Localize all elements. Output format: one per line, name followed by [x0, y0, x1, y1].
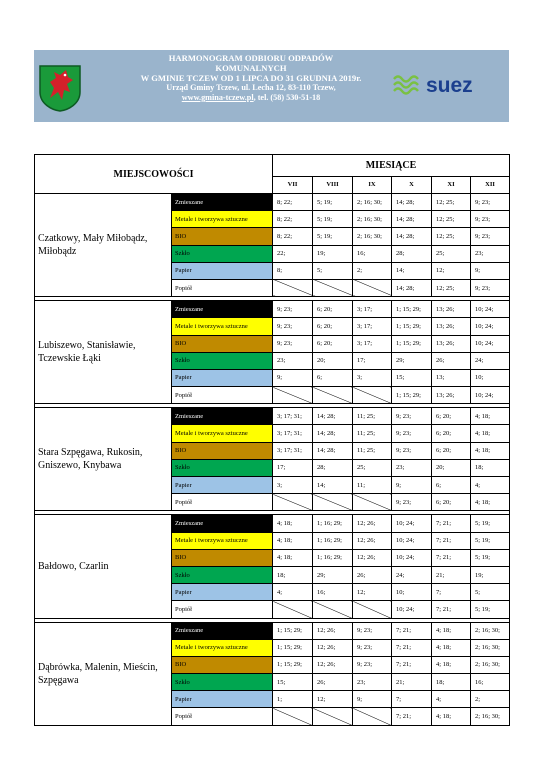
website-link[interactable]: www.gmina-tczew.pl [181, 93, 254, 102]
pickup-days-cell: 1; 15; 29; [273, 639, 313, 656]
pickup-days-cell: 1; 15; 29; [392, 301, 432, 318]
pickup-days-cell: 1; 15; 29; [392, 318, 432, 335]
pickup-days-cell: 4; [273, 584, 313, 601]
pickup-days-cell: 7; 21; [392, 708, 432, 725]
pickup-days-cell: 7; 21; [392, 656, 432, 673]
pickup-days-cell: 4; [471, 477, 510, 494]
pickup-days-cell: 14; 28; [392, 211, 432, 228]
pickup-days-cell: 10; 24; [392, 515, 432, 532]
pickup-days-cell: 11; 25; [353, 408, 392, 425]
suez-logo-text: suez [426, 74, 473, 97]
no-collection-cell [273, 494, 313, 511]
pickup-days-cell: 13; 26; [432, 335, 471, 352]
pickup-days-cell: 7; 21; [392, 639, 432, 656]
header-contact [86, 93, 416, 103]
pickup-days-cell: 16; [313, 584, 353, 601]
waste-type-label: Szkło [172, 352, 273, 369]
pickup-days-cell: 10; 24; [471, 301, 510, 318]
table-row [35, 301, 510, 318]
pickup-days-cell: 12; 26; [353, 515, 392, 532]
waste-type-label: Zmieszane [172, 622, 273, 639]
pickup-days-cell: 13; 26; [432, 318, 471, 335]
waste-type-label: Papier [172, 477, 273, 494]
pickup-days-cell: 12; [432, 262, 471, 279]
town-names: Stara Szpęgawa, Rukosin, Gniszewo, Knybawa [35, 408, 172, 511]
pickup-days-cell: 14; 28; [392, 228, 432, 245]
pickup-days-cell: 10; 24; [392, 549, 432, 566]
no-collection-cell [353, 601, 392, 618]
pickup-days-cell: 5; 19; [471, 601, 510, 618]
pickup-days-cell: 12; 26; [313, 656, 353, 673]
waste-type-label: Papier [172, 262, 273, 279]
no-collection-cell [313, 494, 353, 511]
pickup-days-cell: 10; 24; [471, 318, 510, 335]
pickup-days-cell: 6; 20; [313, 301, 353, 318]
waste-type-label: BIO [172, 656, 273, 673]
pickup-days-cell: 6; 20; [432, 442, 471, 459]
pickup-days-cell: 18; [432, 674, 471, 691]
months-header: MIESIĄCE [273, 155, 510, 177]
pickup-days-cell: 8; 22; [273, 194, 313, 211]
pickup-days-cell: 5; [313, 262, 353, 279]
pickup-days-cell: 1; 15; 29; [273, 622, 313, 639]
pickup-days-cell: 3; 17; [353, 335, 392, 352]
pickup-days-cell: 4; 18; [432, 622, 471, 639]
pickup-days-cell: 14; 28; [392, 279, 432, 296]
pickup-days-cell: 6; [313, 369, 353, 386]
waste-type-label: Metale i tworzywa sztuczne [172, 639, 273, 656]
pickup-days-cell: 9; [392, 477, 432, 494]
pickup-days-cell: 12; [353, 584, 392, 601]
pickup-days-cell: 10; 24; [392, 532, 432, 549]
table-row [35, 622, 510, 639]
pickup-days-cell: 15; [273, 674, 313, 691]
pickup-days-cell: 13; 26; [432, 387, 471, 404]
pickup-days-cell: 16; [471, 674, 510, 691]
suez-logo [392, 70, 502, 98]
pickup-days-cell: 3; 17; 31; [273, 408, 313, 425]
month-header: VIII [313, 176, 353, 193]
pickup-days-cell: 10; [471, 369, 510, 386]
waste-type-label: BIO [172, 442, 273, 459]
pickup-days-cell: 1; [273, 691, 313, 708]
pickup-days-cell: 2; 16; 30; [471, 639, 510, 656]
waste-type-label: Papier [172, 691, 273, 708]
waste-type-label: Szkło [172, 245, 273, 262]
pickup-days-cell: 19; [313, 245, 353, 262]
pickup-days-cell: 28; [392, 245, 432, 262]
pickup-days-cell: 5; 19; [313, 211, 353, 228]
header-phone: , tel. (58) 530-51-18 [253, 93, 321, 102]
waste-type-label: Popiół [172, 601, 273, 618]
pickup-days-cell: 7; [432, 584, 471, 601]
pickup-days-cell: 22; [273, 245, 313, 262]
no-collection-cell [273, 387, 313, 404]
pickup-days-cell: 9; 23; [353, 622, 392, 639]
pickup-days-cell: 2; 16; 30; [471, 622, 510, 639]
pickup-days-cell: 4; 18; [471, 494, 510, 511]
pickup-days-cell: 6; 20; [313, 335, 353, 352]
pickup-days-cell: 2; 16; 30; [353, 194, 392, 211]
pickup-days-cell: 4; 18; [273, 515, 313, 532]
header-title-line3: W GMINIE TCZEW OD 1 LIPCA DO 31 GRUDNIA 2019r. [140, 73, 362, 83]
pickup-days-cell: 1; 16; 29; [313, 532, 353, 549]
pickup-days-cell: 7; 21; [432, 549, 471, 566]
month-header: VII [273, 176, 313, 193]
no-collection-cell [273, 601, 313, 618]
pickup-days-cell: 5; 19; [313, 194, 353, 211]
pickup-days-cell: 3; 17; [353, 318, 392, 335]
pickup-days-cell: 7; 21; [432, 601, 471, 618]
pickup-days-cell: 17; [273, 459, 313, 476]
pickup-days-cell: 14; [313, 477, 353, 494]
schedule-table [34, 154, 510, 726]
waste-type-label: BIO [172, 228, 273, 245]
header-text [86, 53, 416, 103]
pickup-days-cell: 14; 28; [313, 425, 353, 442]
pickup-days-cell: 8; 22; [273, 228, 313, 245]
pickup-days-cell: 21; [392, 674, 432, 691]
pickup-days-cell: 13; [432, 369, 471, 386]
pickup-days-cell: 25; [432, 245, 471, 262]
pickup-days-cell: 6; 20; [432, 494, 471, 511]
pickup-days-cell: 11; 25; [353, 442, 392, 459]
header-banner [34, 50, 509, 122]
pickup-days-cell: 14; 28; [313, 442, 353, 459]
pickup-days-cell: 7; 21; [432, 532, 471, 549]
pickup-days-cell: 15; [392, 369, 432, 386]
pickup-days-cell: 1; 16; 29; [313, 515, 353, 532]
waste-type-label: Metale i tworzywa sztuczne [172, 425, 273, 442]
pickup-days-cell: 14; 28; [392, 194, 432, 211]
pickup-days-cell: 12; 25; [432, 194, 471, 211]
waste-type-label: Zmieszane [172, 408, 273, 425]
pickup-days-cell: 12; 26; [313, 639, 353, 656]
pickup-days-cell: 4; 18; [273, 532, 313, 549]
pickup-days-cell: 9; [353, 691, 392, 708]
pickup-days-cell: 7; 21; [432, 515, 471, 532]
town-names: Lubiszewo, Stanisławie, Tczewskie Łąki [35, 301, 172, 404]
pickup-days-cell: 3; [353, 369, 392, 386]
pickup-days-cell: 8; 22; [273, 211, 313, 228]
pickup-days-cell: 9; 23; [392, 425, 432, 442]
pickup-days-cell: 2; [353, 262, 392, 279]
pickup-days-cell: 28; [313, 459, 353, 476]
pickup-days-cell: 1; 16; 29; [313, 549, 353, 566]
pickup-days-cell: 2; 16; 30; [353, 228, 392, 245]
header-title-line2: KOMUNALNYCH [215, 63, 287, 73]
no-collection-cell [353, 279, 392, 296]
pickup-days-cell: 12; 25; [432, 279, 471, 296]
pickup-days-cell: 25; [353, 459, 392, 476]
pickup-days-cell: 24; [471, 352, 510, 369]
pickup-days-cell: 6; [432, 477, 471, 494]
waste-type-label: Zmieszane [172, 194, 273, 211]
waste-type-label: Szkło [172, 566, 273, 583]
waste-type-label: Popiół [172, 279, 273, 296]
pickup-days-cell: 3; 17; 31; [273, 442, 313, 459]
pickup-days-cell: 4; 18; [471, 442, 510, 459]
month-header: XII [471, 176, 510, 193]
table-row [35, 515, 510, 532]
pickup-days-cell: 3; 17; 31; [273, 425, 313, 442]
pickup-days-cell: 9; 23; [471, 279, 510, 296]
month-header: IX [353, 176, 392, 193]
no-collection-cell [353, 494, 392, 511]
pickup-days-cell: 4; 18; [432, 656, 471, 673]
pickup-days-cell: 9; 23; [471, 228, 510, 245]
waste-type-label: BIO [172, 549, 273, 566]
no-collection-cell [273, 708, 313, 725]
towns-header: MIEJSCOWOŚCI [35, 155, 273, 194]
pickup-days-cell: 12; 25; [432, 211, 471, 228]
pickup-days-cell: 6; 20; [313, 318, 353, 335]
pickup-days-cell: 6; 20; [432, 408, 471, 425]
pickup-days-cell: 4; 18; [432, 639, 471, 656]
waste-type-label: Zmieszane [172, 301, 273, 318]
no-collection-cell [313, 279, 353, 296]
waste-type-label: Popiół [172, 494, 273, 511]
table-row [35, 194, 510, 211]
waste-type-label: Metale i tworzywa sztuczne [172, 211, 273, 228]
town-names: Dąbrówka, Malenin, Mieścin, Szpęgawa [35, 622, 172, 725]
waste-type-label: Popiół [172, 708, 273, 725]
pickup-days-cell: 9; 23; [471, 211, 510, 228]
pickup-days-cell: 9; [273, 369, 313, 386]
pickup-days-cell: 20; [313, 352, 353, 369]
pickup-days-cell: 10; 24; [392, 601, 432, 618]
pickup-days-cell: 7; 21; [392, 622, 432, 639]
waste-type-label: Papier [172, 369, 273, 386]
pickup-days-cell: 5; 19; [471, 549, 510, 566]
pickup-days-cell: 12; 26; [313, 622, 353, 639]
pickup-days-cell: 4; 18; [273, 549, 313, 566]
pickup-days-cell: 21; [432, 566, 471, 583]
pickup-days-cell: 13; 26; [432, 301, 471, 318]
waste-type-label: Metale i tworzywa sztuczne [172, 532, 273, 549]
waste-type-label: Papier [172, 584, 273, 601]
town-names: Bałdowo, Czarlin [35, 515, 172, 618]
header-title-line1: HARMONOGRAM ODBIORU ODPADÓW [168, 53, 334, 63]
pickup-days-cell: 29; [392, 352, 432, 369]
pickup-days-cell: 2; 16; 30; [471, 656, 510, 673]
pickup-days-cell: 8; [273, 262, 313, 279]
pickup-days-cell: 2; 16; 30; [353, 211, 392, 228]
waste-type-label: Zmieszane [172, 515, 273, 532]
waste-type-label: BIO [172, 335, 273, 352]
pickup-days-cell: 26; [353, 566, 392, 583]
pickup-days-cell: 11; 25; [353, 425, 392, 442]
pickup-days-cell: 24; [392, 566, 432, 583]
no-collection-cell [353, 708, 392, 725]
no-collection-cell [313, 708, 353, 725]
pickup-days-cell: 3; [273, 477, 313, 494]
pickup-days-cell: 18; [471, 459, 510, 476]
pickup-days-cell: 4; 18; [471, 408, 510, 425]
header-address: Urząd Gminy Tczew, ul. Lecha 12, 83-110 Tczew, [166, 83, 336, 92]
pickup-days-cell: 9; 23; [353, 639, 392, 656]
coat-of-arms-icon [38, 64, 82, 112]
pickup-days-cell: 29; [313, 566, 353, 583]
pickup-days-cell: 9; 23; [392, 408, 432, 425]
pickup-days-cell: 10; 24; [471, 335, 510, 352]
pickup-days-cell: 5; 19; [313, 228, 353, 245]
pickup-days-cell: 26; [432, 352, 471, 369]
waste-type-label: Popiół [172, 387, 273, 404]
pickup-days-cell: 12; 26; [353, 549, 392, 566]
pickup-days-cell: 10; 24; [471, 387, 510, 404]
pickup-days-cell: 18; [273, 566, 313, 583]
pickup-days-cell: 12; [313, 691, 353, 708]
pickup-days-cell: 3; 17; [353, 301, 392, 318]
pickup-days-cell: 14; [392, 262, 432, 279]
table-row [35, 408, 510, 425]
pickup-days-cell: 14; 28; [313, 408, 353, 425]
pickup-days-cell: 9; 23; [471, 194, 510, 211]
pickup-days-cell: 5; 19; [471, 532, 510, 549]
no-collection-cell [313, 387, 353, 404]
pickup-days-cell: 9; 23; [273, 335, 313, 352]
waste-type-label: Metale i tworzywa sztuczne [172, 318, 273, 335]
pickup-days-cell: 9; 23; [353, 656, 392, 673]
town-names: Czatkowy, Mały Miłobądz, Miłobądz [35, 194, 172, 297]
pickup-days-cell: 26; [313, 674, 353, 691]
pickup-days-cell: 9; 23; [392, 494, 432, 511]
pickup-days-cell: 1; 15; 29; [273, 656, 313, 673]
month-header: X [392, 176, 432, 193]
month-header: XI [432, 176, 471, 193]
waste-type-label: Szkło [172, 459, 273, 476]
pickup-days-cell: 23; [273, 352, 313, 369]
pickup-days-cell: 1; 15; 29; [392, 387, 432, 404]
pickup-days-cell: 10; [392, 584, 432, 601]
pickup-days-cell: 4; [432, 691, 471, 708]
pickup-days-cell: 23; [392, 459, 432, 476]
pickup-days-cell: 9; 23; [273, 318, 313, 335]
pickup-days-cell: 2; [471, 691, 510, 708]
no-collection-cell [353, 387, 392, 404]
schedule-body [35, 194, 510, 726]
pickup-days-cell: 4; 18; [471, 425, 510, 442]
pickup-days-cell: 1; 15; 29; [392, 335, 432, 352]
pickup-days-cell: 12; 25; [432, 228, 471, 245]
pickup-days-cell: 5; [471, 584, 510, 601]
pickup-days-cell: 6; 20; [432, 425, 471, 442]
no-collection-cell [273, 279, 313, 296]
pickup-days-cell: 9; 23; [273, 301, 313, 318]
pickup-days-cell: 16; [353, 245, 392, 262]
pickup-days-cell: 9; 23; [392, 442, 432, 459]
pickup-days-cell: 7; [392, 691, 432, 708]
pickup-days-cell: 11; [353, 477, 392, 494]
pickup-days-cell: 5; 19; [471, 515, 510, 532]
waste-type-label: Szkło [172, 674, 273, 691]
no-collection-cell [313, 601, 353, 618]
pickup-days-cell: 17; [353, 352, 392, 369]
pickup-days-cell: 9; [471, 262, 510, 279]
pickup-days-cell: 4; 18; [432, 708, 471, 725]
pickup-days-cell: 12; 26; [353, 532, 392, 549]
pickup-days-cell: 2; 16; 30; [471, 708, 510, 725]
pickup-days-cell: 20; [432, 459, 471, 476]
pickup-days-cell: 23; [353, 674, 392, 691]
pickup-days-cell: 19; [471, 566, 510, 583]
pickup-days-cell: 23; [471, 245, 510, 262]
